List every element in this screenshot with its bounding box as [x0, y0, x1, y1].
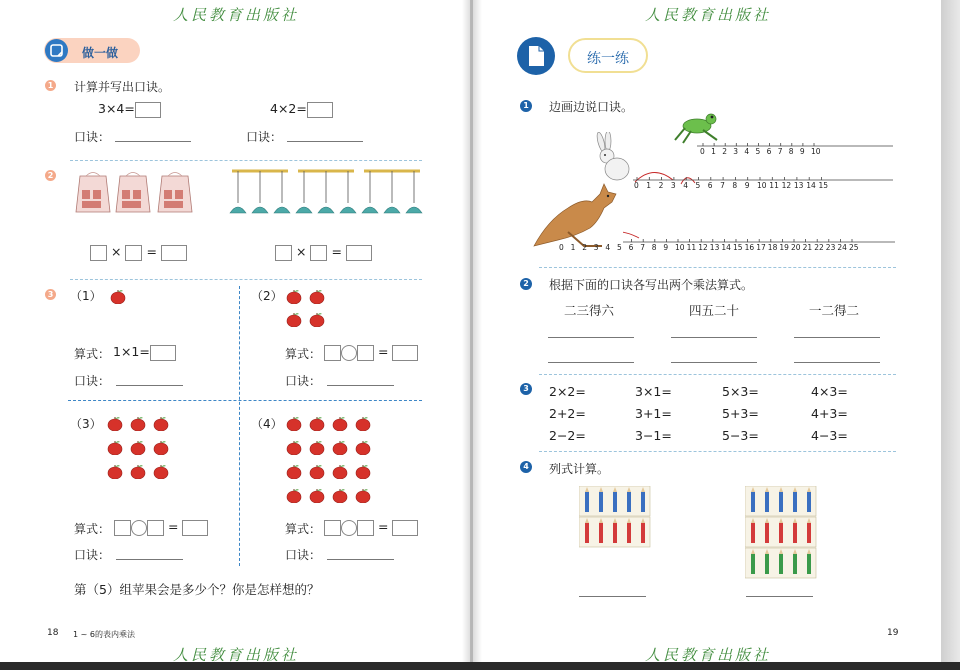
q1-expression-b: 4×2= [270, 101, 333, 118]
q2-formula-a: × = [90, 244, 187, 261]
tick-label: 5 [755, 147, 761, 156]
tick-label: 7 [640, 243, 645, 252]
tick-label: 24 [837, 243, 847, 252]
formula-label: 算式： [285, 522, 322, 536]
apple [309, 289, 325, 304]
answer-box[interactable] [90, 245, 107, 261]
question-number-1: 1 [45, 80, 56, 91]
koujue-label: 口诀： [74, 374, 111, 388]
q1-koujue-line-a[interactable] [115, 141, 191, 142]
q2-instruction: 根据下面的口诀各写出两个乘法算式。 [549, 278, 754, 292]
apple [286, 464, 302, 479]
operator-circle[interactable] [341, 345, 357, 361]
calc-item: 2+2= [549, 406, 586, 421]
question-5-text: 第（5）组苹果会是多少个？你是怎样想的？ [74, 582, 320, 597]
koujue-line[interactable] [327, 385, 394, 386]
apple [355, 464, 371, 479]
question-number-2: 2 [520, 278, 532, 290]
kangaroo-illustration [528, 180, 623, 250]
answer-box[interactable] [161, 245, 187, 261]
apple [107, 416, 123, 431]
calc-item: 4+3= [811, 406, 848, 421]
tick-label: 6 [707, 181, 713, 190]
tick-label: 1 [646, 181, 652, 190]
q1-expression-a: 3×4= [98, 101, 161, 118]
tick-label: 13 [793, 181, 804, 190]
apple [332, 416, 348, 431]
apple [110, 289, 126, 304]
badge-label: 做一做 [82, 46, 119, 60]
apple [286, 312, 302, 327]
tick-label: 13 [709, 243, 720, 252]
tick-label: 0 [634, 181, 639, 190]
bottom-edge [0, 662, 960, 670]
left-page [0, 0, 470, 662]
koujue-label: 口诀： [285, 374, 322, 388]
tick-label: 4 [683, 181, 688, 190]
answer-box[interactable] [324, 520, 341, 536]
tick-label: 3 [733, 147, 739, 156]
apple [153, 464, 169, 479]
question-number-3: 3 [520, 383, 532, 395]
koujue-label: 口诀： [74, 548, 111, 562]
divider [539, 374, 896, 375]
part-2-formula: = [324, 344, 418, 361]
tick-label: 5 [617, 243, 622, 252]
badge-icon [45, 39, 68, 62]
tick-label: 9 [799, 147, 805, 156]
apple [355, 488, 371, 503]
divider [70, 279, 422, 280]
badge-label: 练一练 [587, 51, 629, 67]
calc-item: 2−2= [549, 428, 586, 443]
divider [70, 160, 422, 161]
tick-label: 14 [721, 243, 731, 252]
q1-instruction: 边画边说口诀。 [549, 100, 634, 114]
formula-label: 算式： [74, 347, 111, 361]
tick-label: 10 [675, 243, 685, 252]
koujue-label: 口诀： [285, 548, 322, 562]
publisher-logo-top: 人民教育出版社 [173, 6, 300, 24]
calc-item: 3×1= [635, 384, 672, 399]
calc-item: 2×2= [549, 384, 586, 399]
biscuit-bags-illustration [72, 168, 202, 218]
tick-label: 15 [818, 181, 829, 190]
answer-line[interactable] [548, 362, 634, 363]
tick-label: 6 [766, 147, 772, 156]
tick-label: 9 [744, 181, 750, 190]
tick-label: 6 [628, 243, 634, 252]
tick-label: 8 [788, 147, 794, 156]
operator-circle[interactable] [131, 520, 147, 536]
q4-instruction: 列式计算。 [549, 462, 610, 476]
answer-line[interactable] [671, 337, 757, 338]
apple [332, 440, 348, 455]
apple [130, 464, 146, 479]
koujue-line[interactable] [116, 559, 183, 560]
tick-label: 19 [779, 243, 789, 252]
publisher-logo-bottom: 人民教育出版社 [645, 646, 772, 662]
tick-label: 2 [582, 243, 587, 252]
tick-label: 3 [670, 181, 676, 190]
part-3-label: （3） [70, 417, 102, 431]
chapter-title: 1 ~ 6的表内乘法 [73, 630, 135, 639]
tick-label: 18 [767, 243, 778, 252]
answer-line[interactable] [746, 596, 813, 597]
tick-label: 23 [825, 243, 836, 252]
tick-label: 7 [777, 147, 783, 156]
tick-label: 2 [658, 181, 664, 190]
tick-label: 12 [698, 243, 708, 252]
tick-label: 20 [791, 243, 801, 252]
tick-label: 0 [559, 243, 564, 252]
answer-box[interactable] [392, 520, 418, 536]
answer-box[interactable] [357, 520, 374, 536]
calc-item: 4−3= [811, 428, 848, 443]
tick-label: 16 [744, 243, 755, 252]
tick-label: 11 [686, 243, 697, 252]
answer-box[interactable] [310, 245, 327, 261]
grid-horizontal-divider [68, 400, 422, 401]
answer-line[interactable] [671, 362, 757, 363]
answer-box[interactable] [307, 102, 333, 118]
calc-item: 5+3= [722, 406, 759, 421]
answer-box[interactable] [147, 520, 164, 536]
tick-label: 9 [663, 243, 669, 252]
divider [539, 451, 896, 452]
divider [539, 267, 896, 268]
answer-box[interactable] [357, 345, 374, 361]
calc-item: 5−3= [722, 428, 759, 443]
apple [130, 440, 146, 455]
page-number: 18 [47, 628, 59, 638]
answer-line[interactable] [579, 596, 646, 597]
answer-box[interactable] [150, 345, 176, 361]
rhyme-1: 二三得六 [564, 303, 615, 318]
answer-box[interactable] [324, 345, 341, 361]
rhyme-2: 四五二十 [689, 303, 740, 318]
answer-box[interactable] [125, 245, 142, 261]
apple [355, 416, 371, 431]
formula-label: 算式： [285, 347, 322, 361]
publisher-logo-bottom: 人民教育出版社 [173, 646, 300, 662]
tick-label: 8 [651, 243, 657, 252]
tick-label: 0 [700, 147, 705, 156]
tick-label: 25 [849, 243, 859, 252]
answer-box[interactable] [182, 520, 208, 536]
apple [309, 312, 325, 327]
part-4-label: （4） [251, 417, 283, 431]
answer-line[interactable] [548, 337, 634, 338]
tick-label: 12 [781, 181, 792, 190]
apple [286, 289, 302, 304]
apple [309, 464, 325, 479]
tick-label: 8 [732, 181, 738, 190]
tick-label: 3 [593, 243, 599, 252]
question-number-2: 2 [45, 170, 56, 181]
apple [309, 440, 325, 455]
calc-item: 3−1= [635, 428, 672, 443]
apple [286, 488, 302, 503]
apple [153, 416, 169, 431]
lamps-illustration [228, 167, 423, 219]
koujue-line[interactable] [327, 559, 394, 560]
apple [153, 440, 169, 455]
q1-koujue-label-a: 口诀： [74, 130, 111, 144]
tick-label: 4 [744, 147, 750, 156]
apple [286, 416, 302, 431]
tick-label: 22 [814, 243, 824, 252]
part-3-formula: = [114, 519, 208, 536]
question-number-1: 1 [520, 100, 532, 112]
calc-item: 3+1= [635, 406, 672, 421]
part-1-formula: 1×1= [113, 344, 176, 361]
part-1-label: （1） [70, 289, 102, 303]
apple [332, 464, 348, 479]
apple [332, 488, 348, 503]
page-edge [941, 0, 960, 662]
tick-label: 1 [570, 243, 576, 252]
pencil-box [579, 486, 659, 550]
calc-item: 5×3= [722, 384, 759, 399]
apple [355, 440, 371, 455]
operator-circle[interactable] [341, 520, 357, 536]
tick-label: 4 [605, 243, 611, 252]
question-number-3: 3 [45, 289, 56, 300]
apple [286, 440, 302, 455]
rhyme-3: 一二得二 [809, 303, 860, 318]
right-page [473, 0, 941, 662]
tick-label: 1 [711, 147, 716, 156]
tick-label: 10 [757, 181, 767, 190]
answer-box[interactable] [392, 345, 418, 361]
page-number: 19 [887, 628, 899, 638]
q1-koujue-line-b[interactable] [287, 141, 363, 142]
calc-item: 4×3= [811, 384, 848, 399]
koujue-line[interactable] [116, 385, 183, 386]
answer-line[interactable] [794, 337, 880, 338]
apple [309, 416, 325, 431]
part-4-formula: = [324, 519, 418, 536]
tick-label: 10 [811, 147, 821, 156]
publisher-logo-top: 人民教育出版社 [645, 6, 772, 24]
q2-formula-b: × = [275, 244, 372, 261]
apple [309, 488, 325, 503]
answer-box[interactable] [346, 245, 372, 261]
apple [107, 464, 123, 479]
tick-label: 5 [695, 181, 701, 190]
pencil-box [745, 486, 825, 581]
answer-box[interactable] [135, 102, 161, 118]
tick-label: 15 [733, 243, 743, 252]
tick-label: 7 [720, 181, 725, 190]
number-lines-svg [623, 136, 903, 256]
answer-box[interactable] [114, 520, 131, 536]
grid-vertical-divider [239, 286, 240, 566]
tick-label: 2 [722, 147, 727, 156]
tick-label: 11 [769, 181, 779, 190]
q1-koujue-label-b: 口诀： [246, 130, 283, 144]
apple [130, 416, 146, 431]
answer-box[interactable] [275, 245, 292, 261]
tick-label: 21 [802, 243, 813, 252]
question-number-4: 4 [520, 461, 532, 473]
apple [107, 440, 123, 455]
tick-label: 17 [756, 243, 766, 252]
formula-label: 算式： [74, 522, 111, 536]
q1-instruction: 计算并写出口诀。 [74, 80, 171, 94]
answer-line[interactable] [794, 362, 880, 363]
document-icon [517, 37, 555, 75]
part-2-label: （2） [251, 289, 283, 303]
tick-label: 14 [806, 181, 816, 190]
